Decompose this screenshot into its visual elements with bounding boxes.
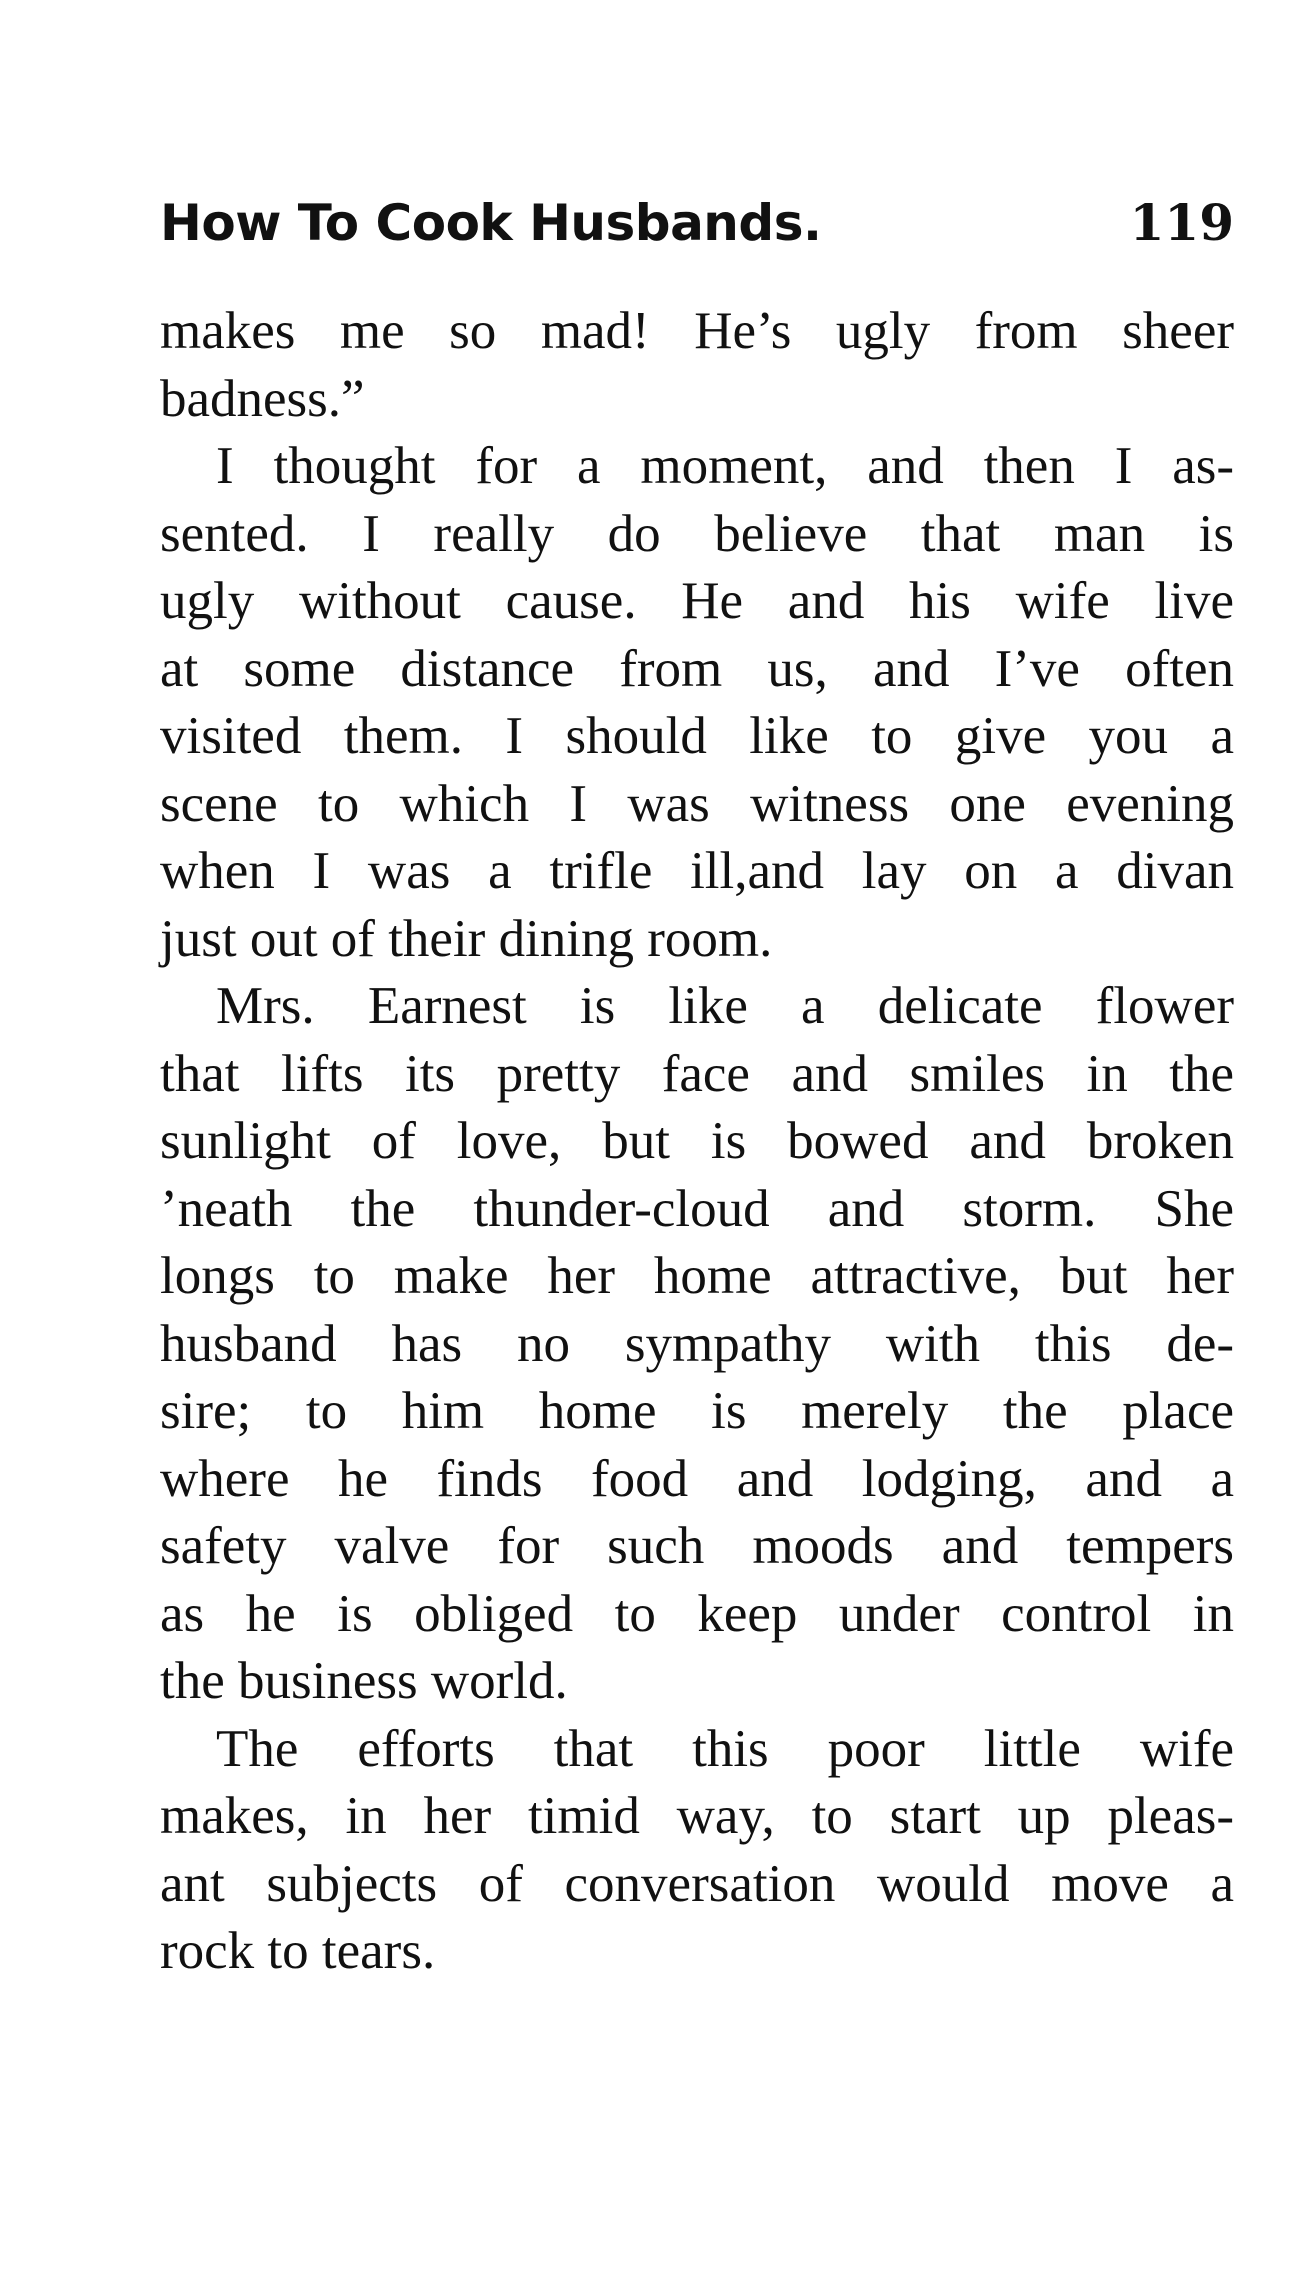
text-line: Mrs. Earnest is like a delicate flower bbox=[216, 977, 1234, 1035]
page-number: 119 bbox=[1129, 193, 1234, 252]
text-line: sented. I really do believe that man is bbox=[160, 504, 1234, 563]
text-line: longs to make her home attractive, but her bbox=[160, 1247, 1234, 1305]
book-page bbox=[160, 0, 1234, 2269]
text-line: as he is obliged to keep under control in bbox=[160, 1584, 1234, 1643]
body-text bbox=[160, 298, 1234, 1986]
text-line: The efforts that this poor little wife bbox=[216, 1719, 1234, 1778]
text-line: ugly without cause. He and his wife live bbox=[160, 572, 1234, 630]
text-line: scene to which I was witness one evening bbox=[160, 774, 1234, 833]
text-line: that lifts its pretty face and smiles in the bbox=[160, 1044, 1234, 1103]
text-line: husband has no sympathy with this de- bbox=[160, 1314, 1234, 1373]
text-line: at some distance from us, and I’ve often bbox=[160, 639, 1234, 698]
text-line: where he finds food and lodging, and a bbox=[160, 1449, 1234, 1508]
text-line: sunlight of love, but is bowed and broken bbox=[160, 1112, 1234, 1170]
text-line: the business world. bbox=[160, 1652, 568, 1710]
text-line: I thought for a moment, and then I as- bbox=[216, 437, 1234, 495]
running-title: How To Cook Husbands. bbox=[160, 194, 822, 252]
text-line: rock to tears. bbox=[160, 1922, 436, 1980]
text-line: ’neath the thunder-cloud and storm. She bbox=[160, 1179, 1234, 1238]
text-line: just out of their dining room. bbox=[160, 909, 773, 968]
text-line: ant subjects of conversation would move a bbox=[160, 1854, 1234, 1913]
text-line: makes me so mad! He’s ugly from sheer bbox=[160, 302, 1234, 360]
text-line: sire; to him home is merely the place bbox=[160, 1382, 1234, 1440]
text-line: badness.” bbox=[160, 369, 365, 428]
text-line: makes, in her timid way, to start up pleas- bbox=[160, 1787, 1234, 1845]
text-line: safety valve for such moods and tempers bbox=[160, 1517, 1234, 1575]
page-header bbox=[160, 188, 1234, 258]
text-line: visited them. I should like to give you a bbox=[160, 707, 1234, 765]
text-line: when I was a trifle ill,and lay on a divan bbox=[160, 842, 1234, 900]
